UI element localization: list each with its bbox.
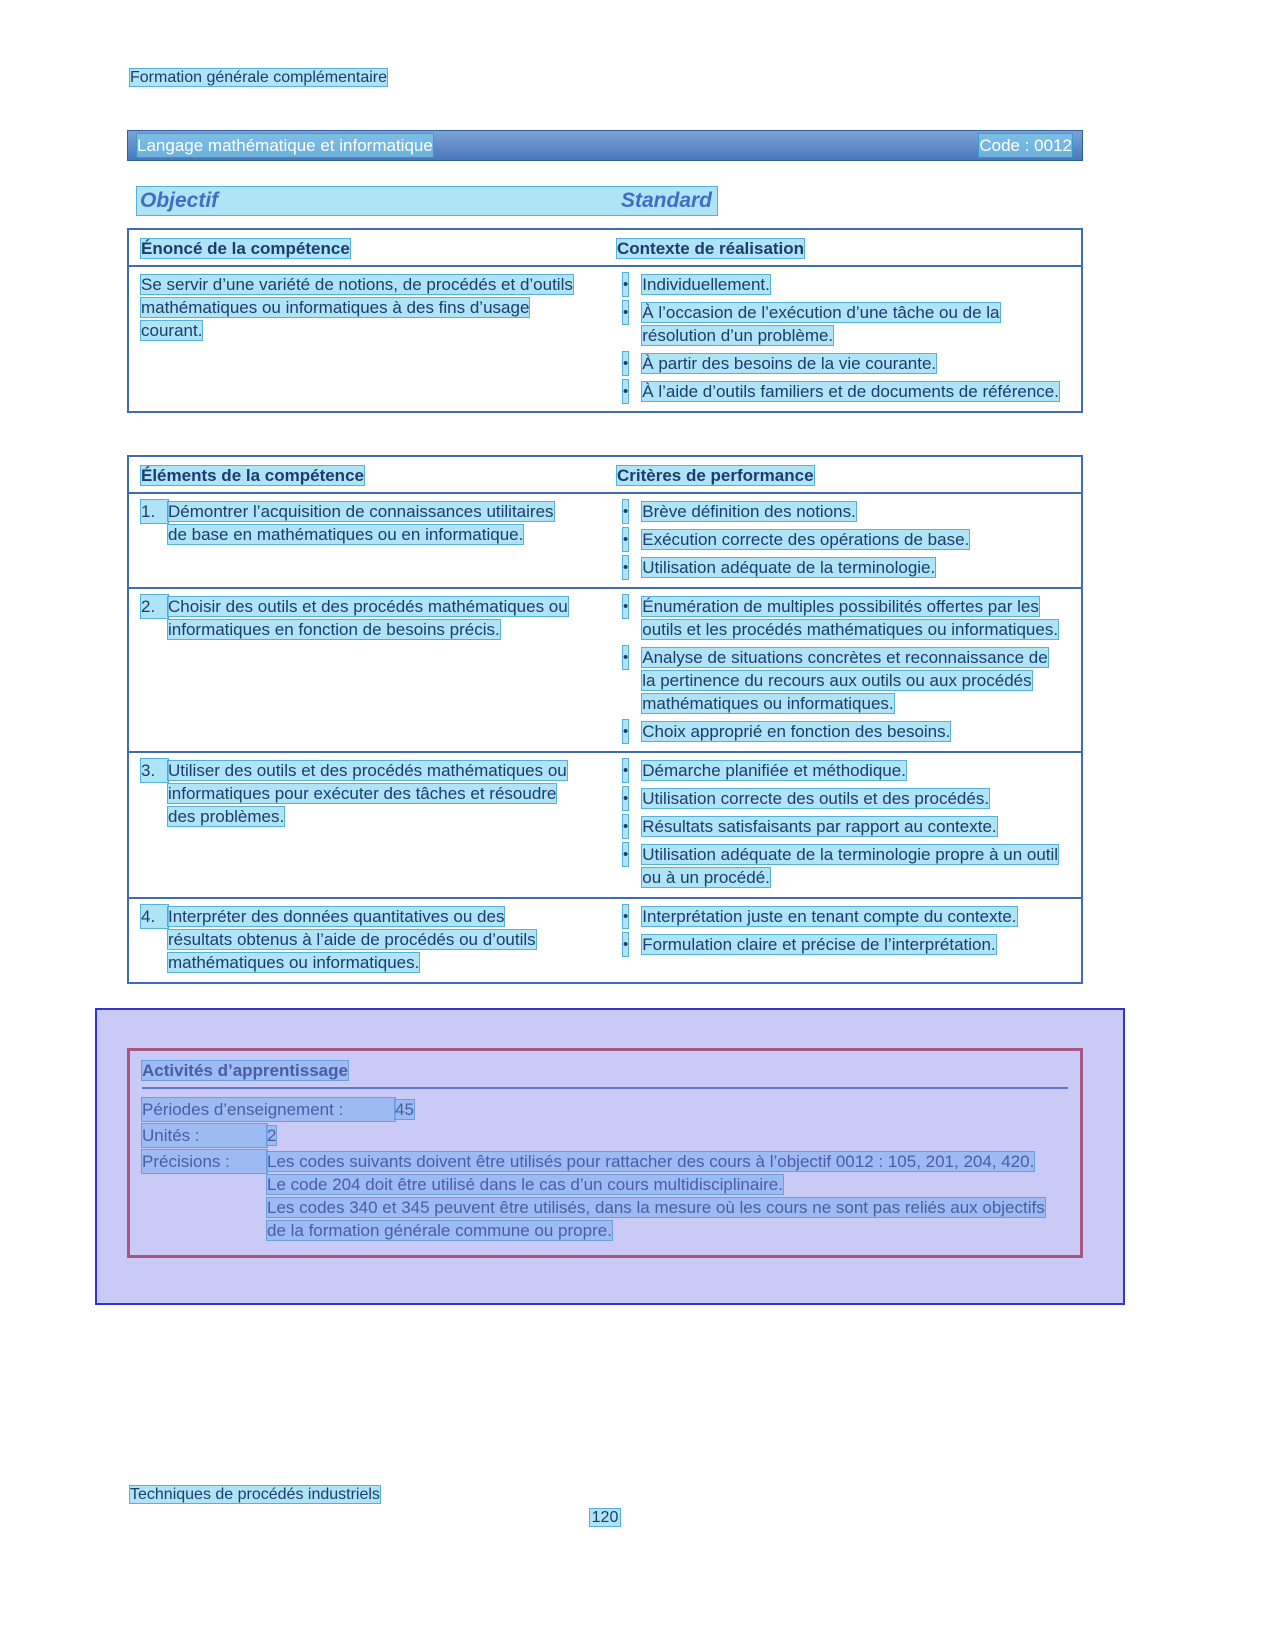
- element-textwrap: [168, 759, 617, 828]
- criterion-text: Démarche planifiée et méthodique.: [642, 761, 906, 780]
- bullet-icon: •: [623, 273, 628, 296]
- competence-header-right-cell: [617, 237, 1069, 260]
- criterion-text: Utilisation adéquate de la terminologie.: [642, 558, 936, 577]
- criterion-text: Résultats satisfaisants par rapport au contexte.: [642, 817, 997, 836]
- bullet-icon: •: [623, 720, 628, 743]
- competence-header-left-cell: [141, 237, 617, 260]
- element-cell: [141, 595, 617, 743]
- unites-row: [142, 1124, 1068, 1147]
- page-number: [127, 1506, 1083, 1529]
- criterion-text: Exécution correcte des opérations de base.: [642, 530, 970, 549]
- criterion-item: [617, 595, 1069, 641]
- elements-header-right-cell: [617, 464, 1069, 487]
- criterion-textwrap: [642, 528, 1069, 551]
- periodes-label: Périodes d’enseignement :: [142, 1098, 395, 1121]
- context-item-textwrap: [642, 380, 1069, 403]
- element-row-2: [129, 587, 1081, 751]
- criterion-textwrap: [642, 556, 1069, 579]
- criteria-list: [617, 905, 1069, 974]
- precisions-row: [142, 1150, 1068, 1242]
- precisions-line-text: Les codes 340 et 345 peuvent être utilisés, dans la mesure où les cours ne sont pas reliés aux objectifs de la formation générale commune ou propre.: [267, 1198, 1045, 1240]
- elements-table: [127, 455, 1083, 984]
- bullet-icon: •: [623, 528, 628, 551]
- context-item-text: À l’occasion de l’exécution d’une tâche ou de la résolution d’un problème.: [642, 303, 1000, 345]
- bullet-icon: •: [623, 380, 628, 403]
- page-header-label: [130, 66, 387, 89]
- criterion-text: Énumération de multiples possibilités offertes par les outils et les procédés mathématiques ou informatiques.: [642, 597, 1059, 639]
- criterion-textwrap: [642, 759, 1069, 782]
- context-item-textwrap: [642, 352, 1069, 375]
- objectif-standard-heading: [137, 187, 717, 215]
- bullet-icon: •: [623, 787, 628, 810]
- context-item-text: À l’aide d’outils familiers et de documents de référence.: [642, 382, 1059, 401]
- criterion-textwrap: [642, 595, 1069, 641]
- context-item: [617, 301, 1069, 347]
- element-row-1: [129, 494, 1081, 587]
- criterion-textwrap: [642, 843, 1069, 889]
- element-textwrap: [168, 595, 617, 641]
- competence-statement-cell: [141, 273, 617, 403]
- bullet-icon: •: [623, 595, 628, 618]
- criterion-item: [617, 646, 1069, 715]
- element-text: Utiliser des outils et des procédés mathématiques ou informatiques pour exécuter des tâches et résoudre des problèmes.: [168, 761, 567, 826]
- elements-table-header: [129, 457, 1081, 494]
- bullet-icon: •: [623, 815, 628, 838]
- criteria-list: [617, 595, 1069, 743]
- context-item-text: À partir des besoins de la vie courante.: [642, 354, 937, 373]
- context-item: [617, 352, 1069, 375]
- criterion-item: [617, 500, 1069, 523]
- context-item-textwrap: [642, 301, 1069, 347]
- banner-code: Code : 0012: [979, 136, 1072, 155]
- criterion-text: Analyse de situations concrètes et reconnaissance de la pertinence du recours aux outils ou aux procédés mathématiques ou informatiques.: [642, 648, 1048, 713]
- bullet-icon: •: [623, 352, 628, 375]
- criterion-text: Interprétation juste en tenant compte du contexte.: [642, 907, 1017, 926]
- precisions-label: Précisions :: [142, 1150, 267, 1173]
- element-cell: [141, 905, 617, 974]
- criterion-textwrap: [642, 905, 1069, 928]
- bullet-icon: •: [623, 301, 628, 324]
- competence-header-right: Contexte de réalisation: [617, 239, 805, 258]
- criterion-item: [617, 528, 1069, 551]
- criterion-item: [617, 759, 1069, 782]
- element-textwrap: [168, 905, 617, 974]
- context-list: [617, 273, 1069, 403]
- elements-header-left: Éléments de la compétence: [141, 466, 364, 485]
- competence-table-header: [129, 230, 1081, 267]
- context-item: [617, 273, 1069, 296]
- precisions-line-text: Le code 204 doit être utilisé dans le cas d’un cours multidisciplinaire.: [267, 1175, 783, 1194]
- activities-box: [127, 1048, 1083, 1258]
- criterion-item: [617, 787, 1069, 810]
- criterion-item: [617, 843, 1069, 889]
- criterion-textwrap: [642, 933, 1069, 956]
- element-number: 1.: [141, 500, 168, 523]
- elements-header-right: Critères de performance: [617, 466, 814, 485]
- criterion-item: [617, 815, 1069, 838]
- page-header-text: Formation générale complémentaire: [130, 69, 388, 86]
- context-item-textwrap: [642, 273, 1069, 296]
- criterion-textwrap: [642, 646, 1069, 715]
- bullet-icon: •: [623, 933, 628, 956]
- element-row-4: [129, 897, 1081, 982]
- objectif-heading: Objectif: [140, 189, 219, 212]
- criterion-item: [617, 905, 1069, 928]
- page-number-text: 120: [591, 1509, 619, 1526]
- bullet-icon: •: [623, 905, 628, 928]
- criterion-item: [617, 933, 1069, 956]
- criterion-text: Formulation claire et précise de l’interprétation.: [642, 935, 996, 954]
- criterion-text: Utilisation correcte des outils et des procédés.: [642, 789, 990, 808]
- element-textwrap: [168, 500, 617, 546]
- competence-table: [127, 228, 1083, 413]
- periodes-value: 45: [395, 1100, 414, 1119]
- element-number: 3.: [141, 759, 168, 782]
- context-item: [617, 380, 1069, 403]
- element-number: 2.: [141, 595, 168, 618]
- precisions-line: [267, 1173, 1068, 1196]
- element-text: Interpréter des données quantitatives ou des résultats obtenus à l’aide de procédés ou d’outils mathématiques ou informatiques.: [168, 907, 536, 972]
- unites-label: Unités :: [142, 1124, 267, 1147]
- criterion-item: [617, 556, 1069, 579]
- element-row-3: [129, 751, 1081, 897]
- unites-value: 2: [267, 1126, 277, 1145]
- bullet-icon: •: [623, 646, 628, 669]
- criterion-textwrap: [642, 500, 1069, 523]
- title-banner: [127, 130, 1083, 161]
- criterion-item: [617, 720, 1069, 743]
- competence-header-left: Énoncé de la compétence: [141, 239, 350, 258]
- criterion-textwrap: [642, 815, 1069, 838]
- element-text: Choisir des outils et des procédés mathématiques ou informatiques en fonction de besoins précis.: [168, 597, 568, 639]
- competence-table-body: [129, 267, 1081, 411]
- element-cell: [141, 500, 617, 579]
- competence-statement: Se servir d’une variété de notions, de procédés et d’outils mathématiques ou informatiques à des fins d’usage courant.: [141, 275, 573, 340]
- standard-heading: Standard: [621, 189, 713, 212]
- precisions-text: [267, 1150, 1068, 1242]
- element-number: 4.: [141, 905, 168, 928]
- criterion-text: Utilisation adéquate de la terminologie propre à un outil ou à un procédé.: [642, 845, 1059, 887]
- criterion-text: Choix approprié en fonction des besoins.: [642, 722, 951, 741]
- activities-title-row: [142, 1059, 1068, 1089]
- criteria-list: [617, 759, 1069, 889]
- periodes-row: [142, 1098, 1068, 1121]
- bullet-icon: •: [623, 759, 628, 782]
- criterion-textwrap: [642, 720, 1069, 743]
- precisions-line: [267, 1150, 1068, 1173]
- bullet-icon: •: [623, 556, 628, 579]
- bullet-icon: •: [623, 500, 628, 523]
- precisions-line-text: Les codes suivants doivent être utilisés pour rattacher des cours à l’objectif 0012 : 105, 201, 204, 420.: [267, 1152, 1035, 1171]
- criteria-list: [617, 500, 1069, 579]
- element-cell: [141, 759, 617, 889]
- element-text: Démontrer l’acquisition de connaissances utilitaires de base en mathématiques ou en informatique.: [168, 502, 554, 544]
- context-item-text: Individuellement.: [642, 275, 770, 294]
- activities-title: Activités d’apprentissage: [142, 1061, 348, 1080]
- banner-title: Langage mathématique et informatique: [137, 136, 433, 155]
- criterion-textwrap: [642, 787, 1069, 810]
- precisions-line: [267, 1196, 1068, 1242]
- bullet-icon: •: [623, 843, 628, 866]
- footer-label-text: Techniques de procédés industriels: [130, 1486, 380, 1503]
- criterion-text: Brève définition des notions.: [642, 502, 856, 521]
- elements-header-left-cell: [141, 464, 617, 487]
- footer-label: [130, 1483, 380, 1506]
